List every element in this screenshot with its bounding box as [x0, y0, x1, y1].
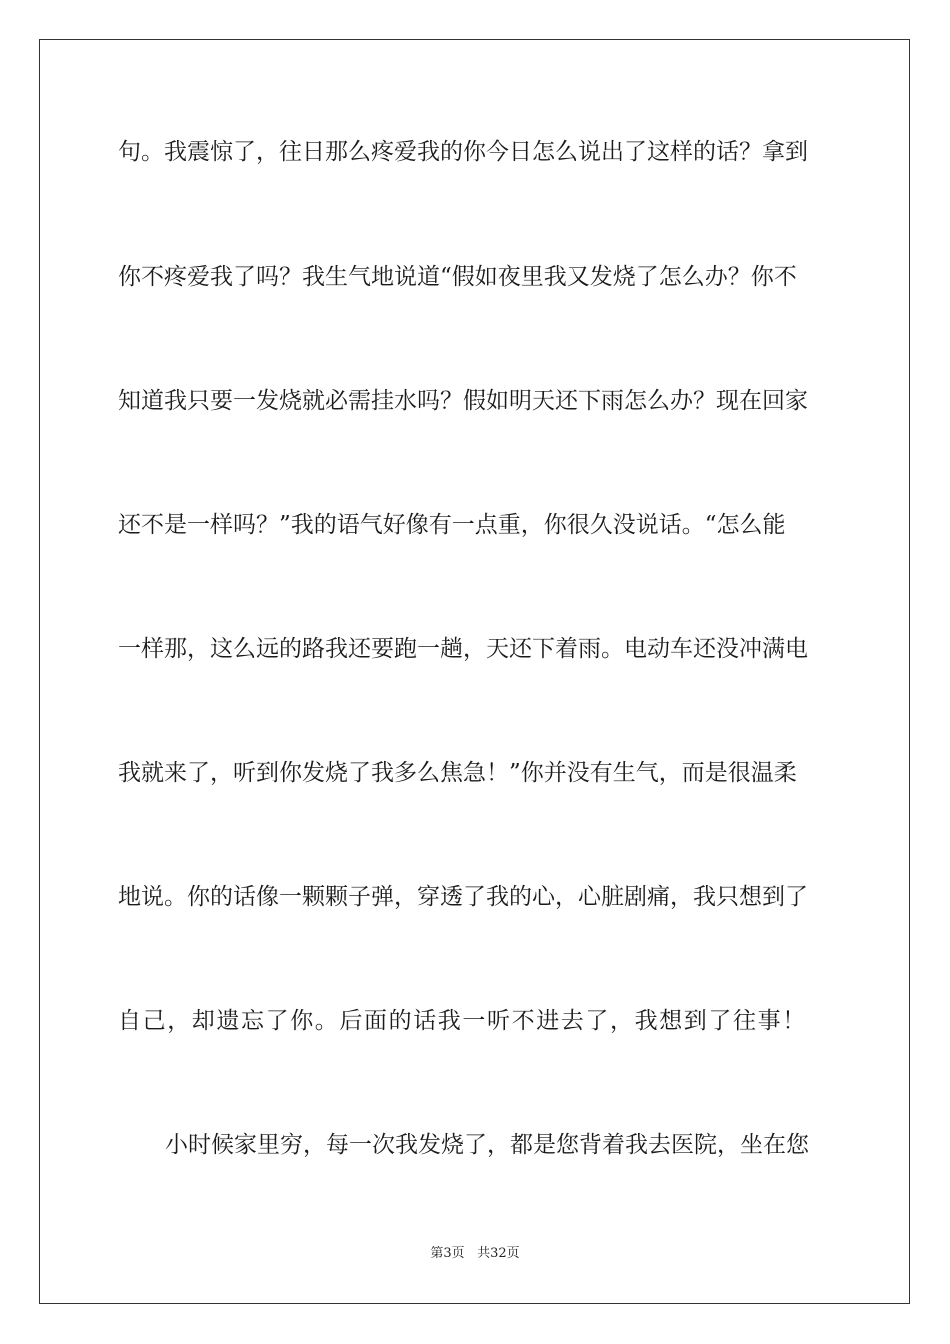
text-line-9: 小时候家里穷，每一次我发烧了，都是您背着我去医院，坐在您: [165, 1132, 809, 1158]
page-total: 共32页: [477, 1246, 520, 1261]
text-line-8: 自己，却遗忘了你。后面的话我一听不进去了，我想到了往事！: [118, 1008, 807, 1034]
page-number: 第3页: [430, 1246, 465, 1261]
text-line-5: 一样那，这么远的路我还要跑一趟，天还下着雨。电动车还没冲满电: [118, 636, 808, 662]
page-border: [39, 39, 910, 1304]
text-line-1: 句。我震惊了，往日那么疼爱我的你今日怎么说出了这样的话？拿到: [118, 139, 808, 165]
page-footer: [0, 1246, 950, 1262]
text-line-4: 还不是一样吗？”我的语气好像有一点重，你很久没说话。“怎么能: [118, 512, 786, 538]
text-line-6: 我就来了，听到你发烧了我多么焦急！”你并没有生气，而是很温柔: [118, 760, 797, 786]
text-line-3: 知道我只要一发烧就必需挂水吗？假如明天还下雨怎么办？现在回家: [118, 388, 808, 414]
text-line-7: 地说。你的话像一颗颗子弹，穿透了我的心，心脏剧痛，我只想到了: [118, 884, 808, 910]
text-line-2: 你不疼爱我了吗？我生气地说道“假如夜里我又发烧了怎么办？你不: [118, 264, 797, 290]
